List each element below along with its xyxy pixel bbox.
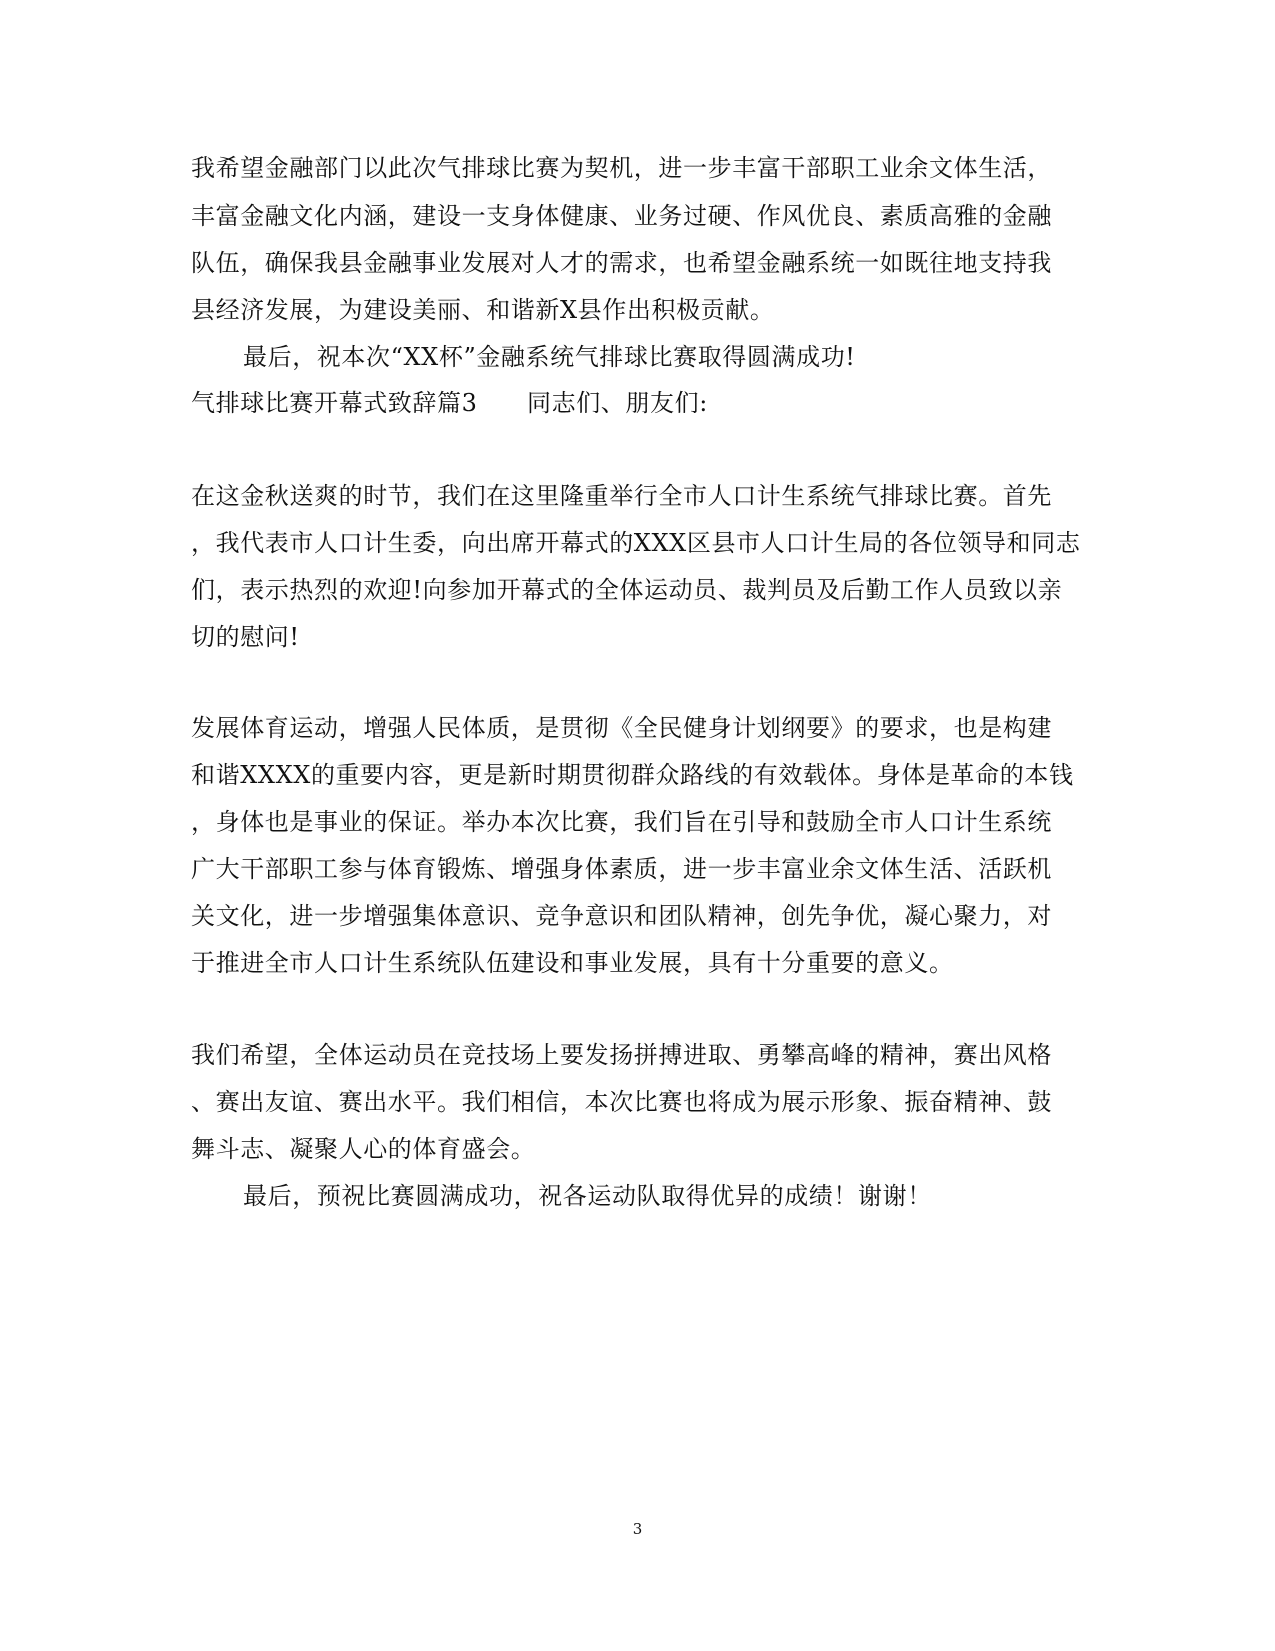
closing-line-2: 最后，预祝比赛圆满成功，祝各运动队取得优异的成绩！谢谢！: [243, 1182, 932, 1210]
paragraph-4-line-2: 、赛出友谊、赛出水平。我们相信，本次比赛也将成为展示形象、振奋精神、鼓: [191, 1088, 1052, 1116]
paragraph-2-line-2: ，我代表市人口计生委，向出席开幕式的XXX区县市人口计生局的各位领导和同志: [191, 529, 1081, 557]
paragraph-4-line-1: 我们希望，全体运动员在竞技场上要发扬拼搏进取、勇攀高峰的精神，赛出风格: [191, 1041, 1052, 1069]
paragraph-3-line-5: 关文化，进一步增强集体意识、竞争意识和团队精神，创先争优，凝心聚力，对: [191, 902, 1052, 930]
paragraph-1-line-3: 队伍，确保我县金融事业发展对人才的需求，也希望金融系统一如既往地支持我: [191, 249, 1052, 277]
paragraph-3-line-6: 于推进全市人口计生系统队伍建设和事业发展，具有十分重要的意义。: [191, 949, 954, 977]
paragraph-2-line-3: 们，表示热烈的欢迎!向参加开幕式的全体运动员、裁判员及后勤工作人员致以亲: [191, 576, 1063, 604]
paragraph-1-line-4: 县经济发展，为建设美丽、和谐新X县作出积极贡献。: [191, 296, 775, 324]
paragraph-3-line-4: 广大干部职工参与体育锻炼、增强身体素质，进一步丰富业余文体生活、活跃机: [191, 855, 1052, 883]
paragraph-1-line-1: 我希望金融部门以此次气排球比赛为契机，进一步丰富干部职工业余文体生活，: [191, 154, 1052, 182]
paragraph-3-line-2: 和谐XXXX的重要内容，更是新时期贯彻群众路线的有效载体。身体是革命的本钱: [191, 761, 1074, 789]
page-number: 3: [632, 1520, 643, 1538]
paragraph-3-line-1: 发展体育运动，增强人民体质，是贯彻《全民健身计划纲要》的要求，也是构建: [191, 714, 1052, 742]
paragraph-4-line-3: 舞斗志、凝聚人心的体育盛会。: [191, 1135, 536, 1163]
closing-line-1: 最后，祝本次“XX杯”金融系统气排球比赛取得圆满成功!: [243, 343, 856, 371]
paragraph-1-line-2: 丰富金融文化内涵，建设一支身体健康、业务过硬、作风优良、素质高雅的金融: [191, 202, 1052, 230]
paragraph-2-line-1: 在这金秋送爽的时节，我们在这里隆重举行全市人口计生系统气排球比赛。首先: [191, 482, 1052, 510]
paragraph-2-line-4: 切的慰问!: [191, 623, 300, 651]
salutation: 同志们、朋友们:: [527, 389, 708, 417]
paragraph-3-line-3: ，身体也是事业的保证。举办本次比赛，我们旨在引导和鼓励全市人口计生系统: [191, 808, 1052, 836]
section-title: 气排球比赛开幕式致辞篇3: [191, 389, 478, 417]
